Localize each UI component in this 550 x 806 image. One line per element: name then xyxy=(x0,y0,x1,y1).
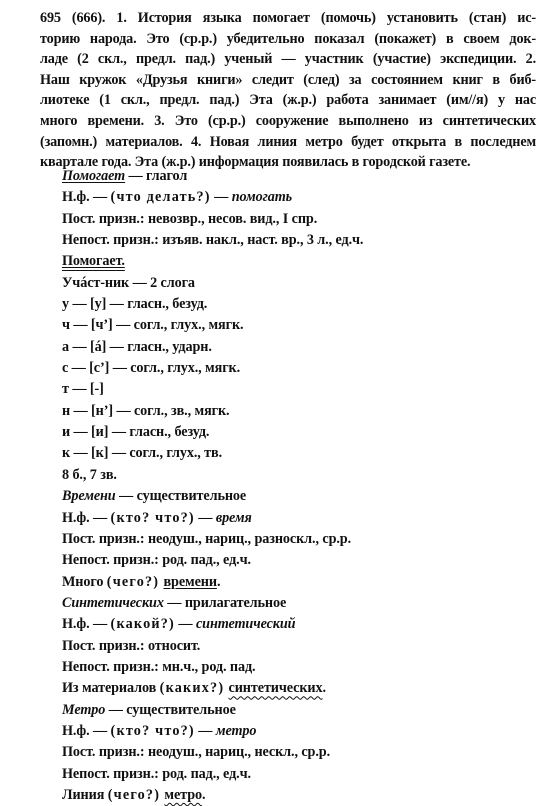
word-heading: Времени — существительное xyxy=(62,488,247,505)
phonetic-line: к — [к] — согл., глух., тв. xyxy=(62,445,223,462)
initial-form-line: Н.ф. — (какой?) — синтетический xyxy=(62,616,296,633)
variable-features: Непост. призн.: род. пад., ед.ч. xyxy=(62,765,251,782)
exercise-line: лиотеке (1 скл., предл. пад.) Эта (ж.р.) работа занимает (им//я) у нас xyxy=(40,92,536,109)
initial-form-line: Н.ф. — (кто? что?) — метро xyxy=(62,722,257,739)
phrase-line: Много (чего?) времени. xyxy=(62,573,221,590)
phonetic-line: ч — [ч’] — согл., глух., мягк. xyxy=(62,317,244,334)
phonetic-line: а — [á] — гласн., ударн. xyxy=(62,338,212,355)
word-heading: Помогает — глагол xyxy=(62,168,188,184)
constant-features: Пост. призн.: неодуш., нариц., разноскл., ср.р. xyxy=(62,530,352,547)
syllable-division: Учáст-ник — 2 слога xyxy=(62,274,195,291)
word-heading: Синтетических — прилагательное xyxy=(62,594,287,611)
variable-features: Непост. призн.: род. пад., ед.ч. xyxy=(62,552,251,569)
word-heading: Метро — существительное xyxy=(62,701,236,718)
phonetic-line: т — [-] xyxy=(62,381,104,398)
underlined-predicate: Помогает. xyxy=(62,253,125,270)
exercise-line: много времени. 3. Это (ср.р.) сооружение выполнено из синтетических xyxy=(40,112,536,129)
exercise-number: 695 (666). xyxy=(40,10,106,26)
exercise-line: Наш кружок «Друзья книги» следит (след) за состоянием книг в биб- xyxy=(40,71,536,88)
phrase-line: Из материалов (каких?) синтетических. xyxy=(62,680,326,697)
exercise-line: 695 (666). 1. История языка помогает (помочь) установить (стан) ис- xyxy=(40,10,536,26)
constant-features: Пост. призн.: неодуш., нариц., нескл., ср.р. xyxy=(62,744,331,761)
exercise-text xyxy=(40,8,536,173)
initial-form-line: Н.ф. — (кто? что?) — время xyxy=(62,509,252,526)
constant-features: Пост. призн.: относит. xyxy=(62,637,201,654)
morphological-analysis xyxy=(62,166,542,806)
letter-sound-count: 8 б., 7 зв. xyxy=(62,466,117,483)
variable-features: Непост. призн.: мн.ч., род. пад. xyxy=(62,658,256,675)
exercise-line: ладе (2 скл., предл. пад.) ученый — участник (участие) экспедиции. 2. xyxy=(40,51,536,68)
exercise-line: квартале года. Эта (ж.р.) информация появилась в городской газете. xyxy=(40,154,471,171)
exercise-line: торию народа. Это (ср.р.) убедительно показал (покажет) в своем док- xyxy=(40,30,536,47)
phrase-line: Линия (чего?) метро. xyxy=(62,786,206,803)
phonetic-line: и — [и] — гласн., безуд. xyxy=(62,424,210,441)
exercise-line: (запомн.) материалов. 4. Новая линия метро будет открыта в последнем xyxy=(40,133,536,150)
phonetic-line: у — [у] — гласн., безуд. xyxy=(62,296,208,313)
phonetic-line: н — [н’] — согл., зв., мягк. xyxy=(62,402,230,419)
phonetic-line: с — [с’] — согл., глух., мягк. xyxy=(62,360,241,377)
variable-features: Непост. призн.: изъяв. накл., наст. вр., 3 л., ед.ч. xyxy=(62,232,364,249)
constant-features: Пост. призн.: невозвр., несов. вид., I спр. xyxy=(62,210,318,227)
initial-form-line: Н.ф. — (что делать?) — помогать xyxy=(62,189,293,206)
